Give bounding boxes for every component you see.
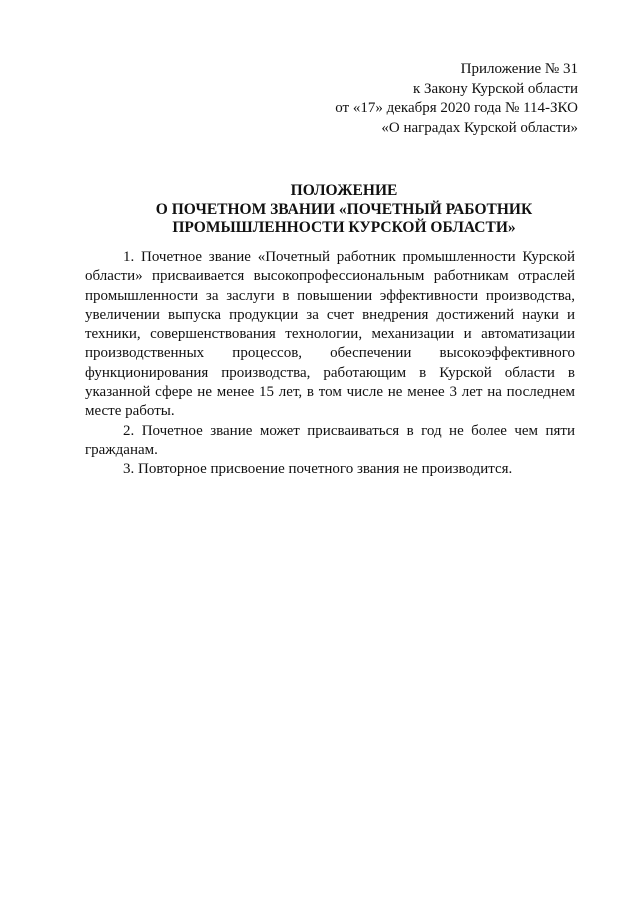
appendix-law-title: «О наградах Курской области» (381, 119, 578, 136)
title-line-3: ПРОМЫШЛЕННОСТИ КУРСКОЙ ОБЛАСТИ» (172, 219, 516, 236)
appendix-law-reference: к Закону Курской области (413, 80, 578, 97)
document-body (85, 248, 575, 480)
appendix-header (258, 60, 578, 138)
paragraph-3: 3. Повторное присвоение почетного звания не производится. (123, 461, 513, 478)
title-line-1: ПОЛОЖЕНИЕ (290, 182, 398, 199)
appendix-number: Приложение № 31 (460, 61, 578, 77)
paragraph-1: 1. Почетное звание «Почетный работник промышленности Курской области» присваивается высокопрофессиональным работникам отраслей промышленности за заслуги в повышении эффективности производства, увеличении выпуска продукции за счет внедрения достижений науки и техники, совершенствования технологии, механизации и автоматизации производственных процессов, обеспечении высокоэффективного функционирования производства, работающим в Курской области в указанной сфере не менее 15 лет, в том числе не менее 3 лет на последнем месте работы. (85, 249, 575, 420)
document-title (80, 182, 608, 238)
title-line-2: О ПОЧЕТНОМ ЗВАНИИ «ПОЧЕТНЫЙ РАБОТНИК (155, 200, 533, 218)
appendix-law-date: от «17» декабря 2020 года № 114-ЗКО (335, 100, 578, 116)
paragraph-2: 2. Почетное звание может присваиваться в год не более чем пяти гражданам. (85, 422, 575, 458)
